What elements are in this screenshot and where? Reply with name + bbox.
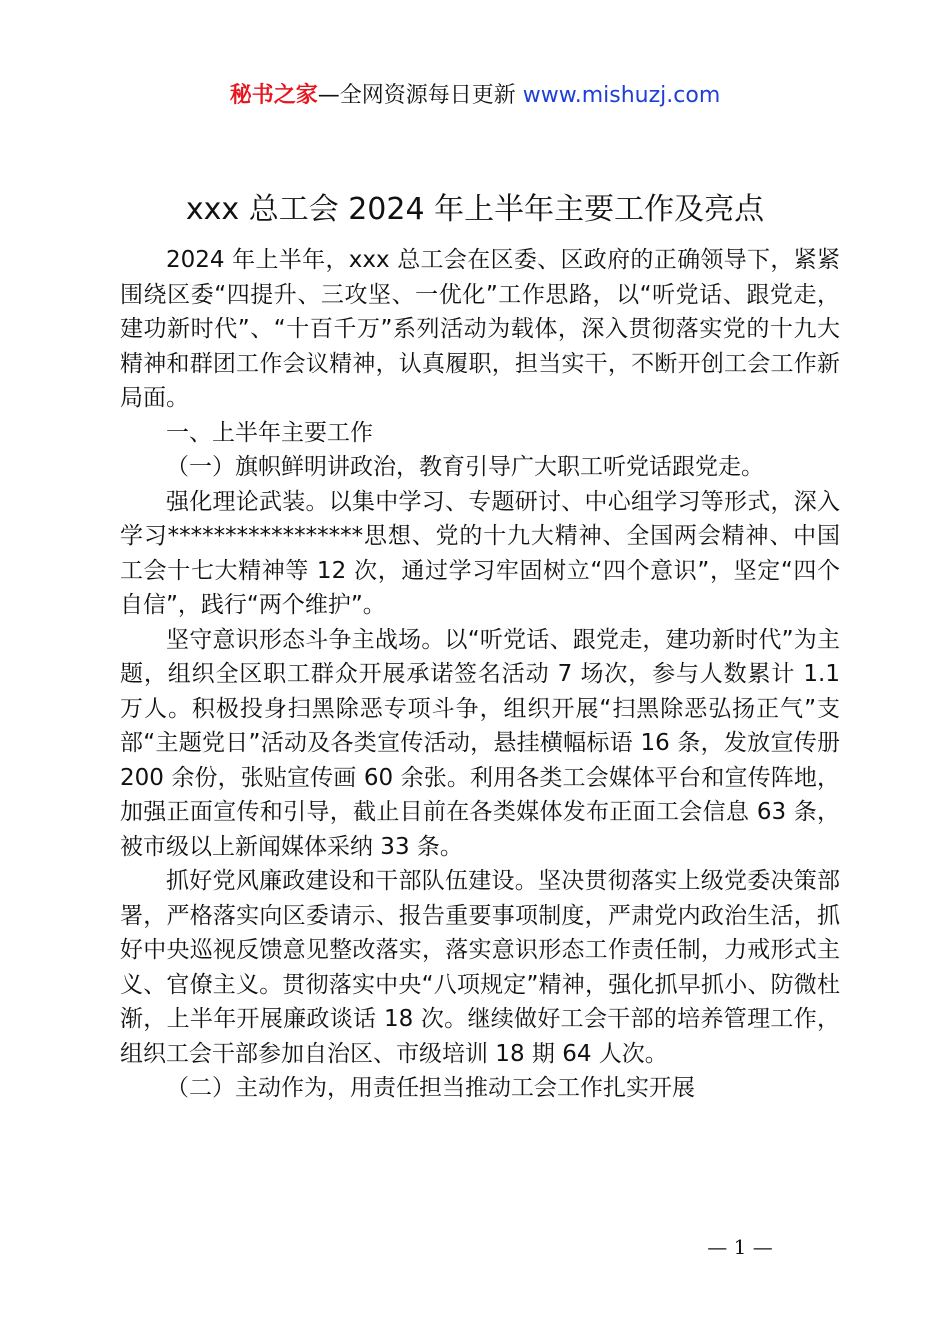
body-paragraph: 坚守意识形态斗争主战场。以“听党话、跟党走，建功新时代”为主题，组织全区职工群众开展承诺签名活动 7 场次，参与人数累计 1.1 万人。积极投身扫黑除恶专项斗争，组织开展“扫黑除恶弘扬正气”支部“主题党日”活动及各类宣传活动，悬挂横幅标语 16 条，发放宣传册 200 余份，张贴宣传画 60 余张。利用各类工会媒体平台和宣传阵地，加强正面宣传和引导，截止目前在各类媒体发布正面工会信息 63 条，被市级以上新闻媒体采纳 33 条。 xyxy=(120,626,840,860)
site-brand: 秘书之家 xyxy=(229,83,318,108)
document-body xyxy=(120,243,840,1106)
subsection-heading: （一）旗帜鲜明讲政治，教育引导广大职工听党话跟党走。 xyxy=(166,454,764,480)
subsection-heading: （二）主动作为，用责任担当推动工会工作扎实开展 xyxy=(166,1075,695,1101)
site-banner xyxy=(0,80,950,112)
body-paragraph: 强化理论武装。以集中学习、专题研讨、中心组学习等形式，深入学习*****************思想、党的十九大精神、全国两会精神、中国工会十七大精神等 12 次，通过学习牢固树立“四个意识”，坚定“四个自信”，践行“两个维护”。 xyxy=(120,488,840,618)
site-tagline: —全网资源每日更新 xyxy=(317,83,516,108)
section-heading: 一、上半年主要工作 xyxy=(166,419,373,446)
document-title: xxx 总工会 2024 年上半年主要工作及亮点 xyxy=(185,192,765,227)
site-url-link[interactable]: www.mishuzj.com xyxy=(522,83,721,108)
intro-paragraph: 2024 年上半年，xxx 总工会在区委、区政府的正确领导下，紧紧围绕区委“四提升、三攻坚、一优化”工作思路，以“听党话、跟党走，建功新时代”、“十百千万”系列活动为载体，深入贯彻落实党的十九大精神和群团工作会议精神，认真履职，担当实干，不断开创工会工作新局面。 xyxy=(120,247,840,411)
page-number: — 1 — xyxy=(707,1235,773,1259)
body-paragraph: 抓好党风廉政建设和干部队伍建设。坚决贯彻落实上级党委决策部署，严格落实向区委请示、报告重要事项制度，严肃党内政治生活，抓好中央巡视反馈意见整改落实，落实意识形态工作责任制，力戒形式主义、官僚主义。贯彻落实中央“八项规定”精神，强化抓早抓小、防微杜渐，上半年开展廉政谈话 18 次。继续做好工会干部的培养管理工作，组织工会干部参加自治区、市级培训 18 期 64 人次。 xyxy=(120,868,840,1067)
